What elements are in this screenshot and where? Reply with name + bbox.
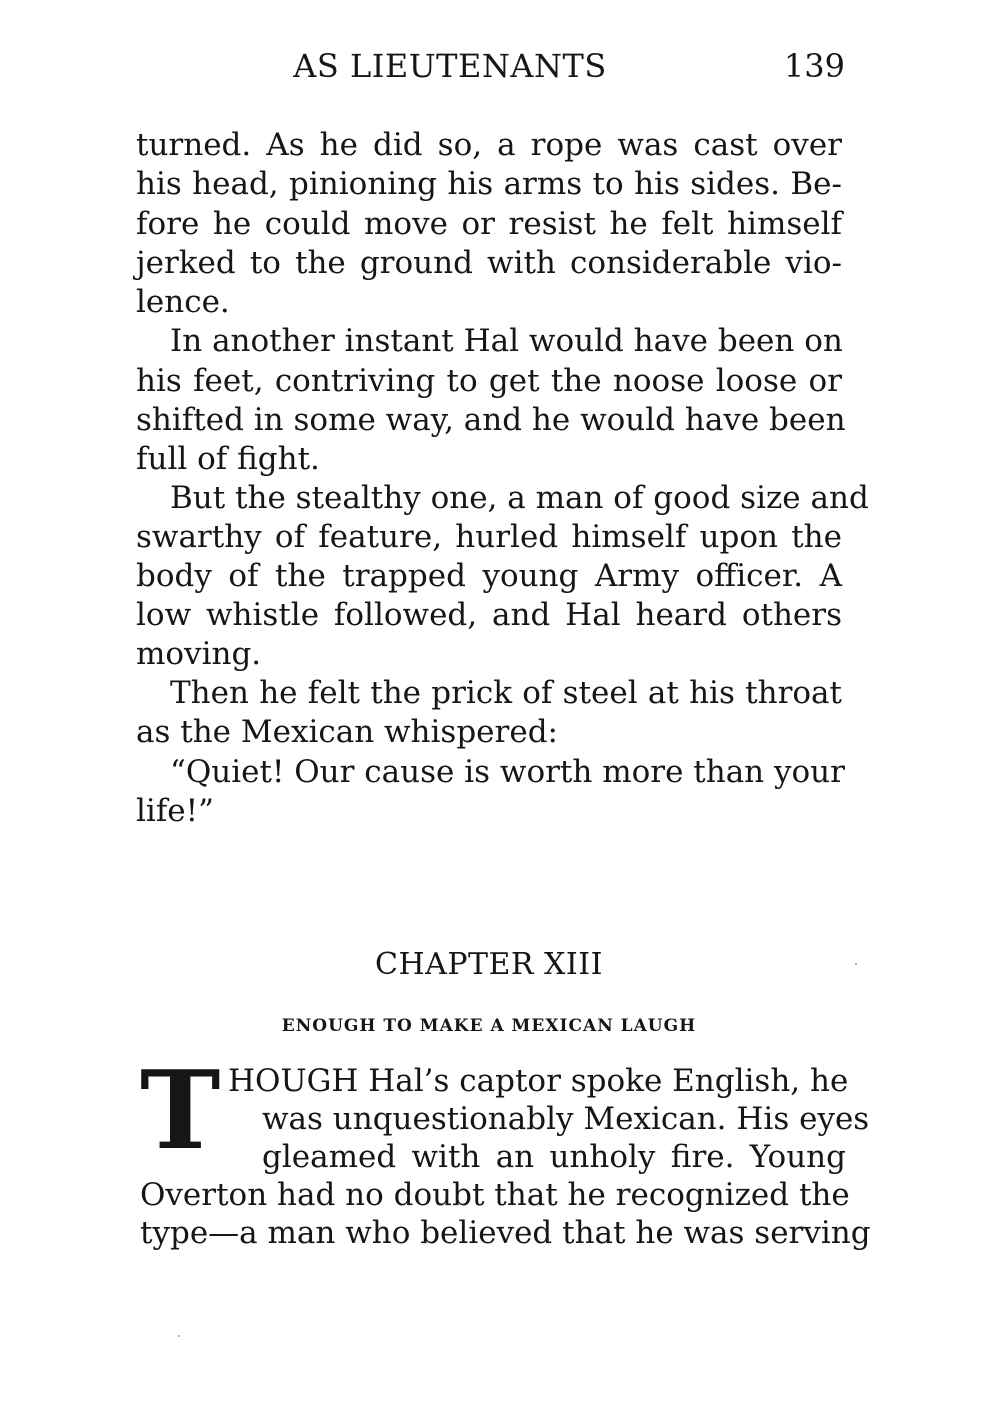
text-line: his feet, contriving to get the noose loose or xyxy=(136,363,842,399)
text-line: HOUGH Hal’s captor spoke English, he xyxy=(228,1063,849,1099)
text-line: Then he felt the prick of steel at his throat xyxy=(170,675,842,711)
running-title: AS LIEUTENANTS xyxy=(293,47,607,85)
text-line: as the Mexican whispered: xyxy=(136,714,558,750)
page-number: 139 xyxy=(783,47,845,85)
text-line: In another instant Hal would have been on xyxy=(170,323,843,359)
text-line: fore he could move or resist he felt himself xyxy=(136,206,842,242)
drop-cap: T xyxy=(140,1048,221,1174)
text-line: moving. xyxy=(136,636,262,672)
text-line: shifted in some way, and he would have been xyxy=(136,402,846,438)
text-line: type—a man who believed that he was serving xyxy=(140,1215,871,1251)
text-line: lence. xyxy=(136,284,230,320)
text-line: turned. As he did so, a rope was cast over xyxy=(136,127,842,163)
text-line: body of the trapped young Army officer. A xyxy=(136,558,842,594)
scan-speck xyxy=(855,963,857,965)
text-line: his head, pinioning his arms to his sides. Be- xyxy=(136,166,842,202)
chapter-title: ENOUGH TO MAKE A MEXICAN LAUGH xyxy=(281,1016,697,1036)
text-line: low whistle followed, and Hal heard others xyxy=(136,597,842,633)
text-line: “Quiet! Our cause is worth more than your xyxy=(170,754,845,790)
running-head xyxy=(135,44,845,88)
scan-speck xyxy=(178,1335,180,1337)
text-line: But the stealthy one, a man of good size and xyxy=(170,480,869,516)
text-line: full of fight. xyxy=(136,441,320,477)
text-line: was unquestionably Mexican. His eyes xyxy=(262,1101,870,1137)
chapter-number: CHAPTER XIII xyxy=(375,947,603,982)
text-line: Overton had no doubt that he recognized the xyxy=(140,1177,850,1213)
text-line: jerked to the ground with considerable vio- xyxy=(136,245,842,281)
text-line: life!” xyxy=(136,793,214,829)
text-line: swarthy of feature, hurled himself upon the xyxy=(136,519,842,555)
text-line: gleamed with an unholy fire. Young xyxy=(262,1139,846,1175)
